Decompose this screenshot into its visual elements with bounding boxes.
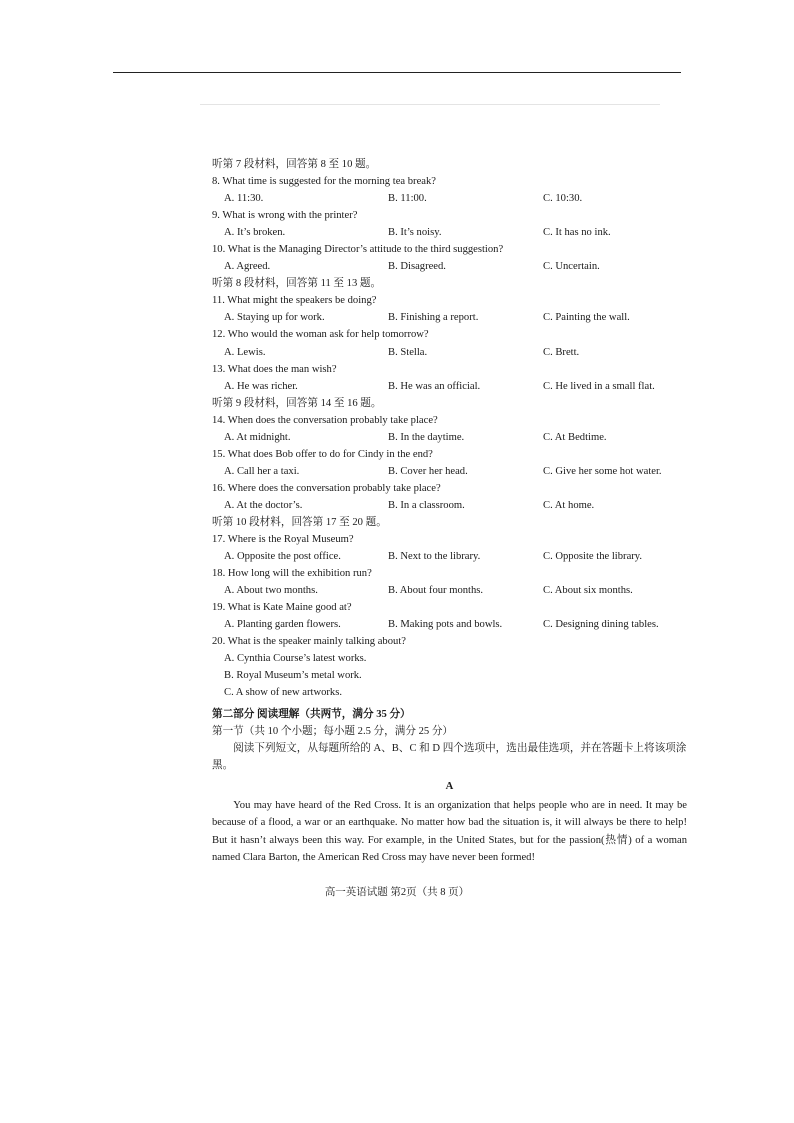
- option-b: B. Making pots and bowls.: [388, 619, 503, 631]
- option-c: C. 10:30.: [543, 193, 583, 205]
- option-b: B. Cover her head.: [388, 465, 468, 477]
- option-a: A. Call her a taxi.: [224, 465, 300, 477]
- option-c: C. It has no ink.: [543, 227, 611, 239]
- question-12: 12. Who would the woman ask for help tomorrow?: [212, 329, 429, 341]
- option-b: B. Disagreed.: [388, 261, 446, 273]
- directions: 阅读下列短文，从每题所给的 A、B、C 和 D 四个选项中，选出最佳选项，并在答题卡上将该项涂黑。: [212, 742, 687, 771]
- option-c: C. About six months.: [543, 585, 633, 597]
- page-footer: 高一英语试题 第2页（共 8 页）: [324, 887, 470, 898]
- header-rule: [113, 72, 681, 73]
- option-c: C. Brett.: [543, 346, 580, 358]
- options-17: [212, 548, 687, 565]
- options-10: [212, 258, 687, 275]
- option-b: B. He was an official.: [388, 380, 481, 392]
- options-16: [212, 497, 687, 514]
- option-c: C. At Bedtime.: [543, 431, 607, 443]
- question-9: 9. What is wrong with the printer?: [212, 210, 358, 222]
- option-c: C. Uncertain.: [543, 261, 600, 273]
- options-11: [212, 309, 687, 326]
- passage-title: A: [445, 780, 454, 792]
- options-15: [212, 463, 687, 480]
- options-9: [212, 224, 687, 241]
- option-a: A. Lewis.: [224, 346, 266, 358]
- option-c: C. At home.: [543, 499, 595, 511]
- option-b: B. In the daytime.: [388, 431, 465, 443]
- group-instruction: 听第 7 段材料，回答第 8 至 10 题。: [212, 159, 377, 170]
- option-c: C. A show of new artworks.: [224, 687, 342, 699]
- option-b: B. Finishing a report.: [388, 312, 479, 324]
- part-heading: 第二部分 阅读理解（共两节，满分 35 分）: [212, 708, 411, 720]
- section-heading: 第一节（共 10 个小题；每小题 2.5 分，满分 25 分）: [212, 725, 454, 737]
- option-b: B. Royal Museum’s metal work.: [224, 670, 362, 682]
- option-a: A. About two months.: [224, 585, 318, 597]
- group-instruction: 听第 10 段材料，回答第 17 至 20 题。: [212, 516, 387, 528]
- option-c: C. Give her some hot water.: [543, 465, 662, 477]
- option-a: A. Planting garden flowers.: [224, 619, 341, 631]
- options-19: [212, 616, 687, 633]
- options-13: [212, 378, 687, 395]
- question-17: 17. Where is the Royal Museum?: [212, 534, 354, 546]
- options-18: [212, 582, 687, 599]
- option-a: A. Agreed.: [224, 261, 271, 273]
- options-12: [212, 344, 687, 361]
- option-a: A. Opposite the post office.: [224, 551, 341, 563]
- group-instruction: 听第 8 段材料，回答第 11 至 13 题。: [212, 278, 382, 290]
- exam-content: [212, 156, 687, 866]
- option-a: A. He was richer.: [224, 380, 298, 392]
- passage-text: You may have heard of the Red Cross. It is an organization that helps people who are in need. It may be because of a flood, a war or an earthquake. No matter how bad the situation is, it will always be there to help! But it hasn’t always been this way. For example, in the United States, but for the passion(热情) of a woman named Clara Barton, the American Red Cross may have never been formed!: [212, 799, 687, 863]
- option-b: B. Next to the library.: [388, 551, 481, 563]
- option-b: B. About four months.: [388, 585, 484, 597]
- option-a: A. At the doctor’s.: [224, 499, 303, 511]
- option-b: B. It’s noisy.: [388, 227, 442, 239]
- option-a: A. It’s broken.: [224, 227, 286, 239]
- options-14: [212, 429, 687, 446]
- scan-rule: [200, 104, 660, 105]
- question-18: 18. How long will the exhibition run?: [212, 568, 372, 580]
- question-14: 14. When does the conversation probably take place?: [212, 414, 438, 426]
- question-13: 13. What does the man wish?: [212, 363, 337, 375]
- question-20: 20. What is the speaker mainly talking about?: [212, 636, 406, 648]
- options-8: [212, 190, 687, 207]
- option-c: C. Designing dining tables.: [543, 619, 659, 631]
- option-a: A. Staying up for work.: [224, 312, 325, 324]
- option-a: A. At midnight.: [224, 431, 291, 443]
- option-a: A. Cynthia Course’s latest works.: [224, 653, 367, 665]
- question-16: 16. Where does the conversation probably take place?: [212, 482, 441, 494]
- option-c: C. Painting the wall.: [543, 312, 630, 324]
- question-8: 8. What time is suggested for the morning tea break?: [212, 176, 436, 188]
- option-a: A. 11:30.: [224, 193, 264, 205]
- question-10: 10. What is the Managing Director’s attitude to the third suggestion?: [212, 244, 504, 256]
- group-instruction: 听第 9 段材料，回答第 14 至 16 题。: [212, 397, 382, 409]
- option-b: B. Stella.: [388, 346, 428, 358]
- option-c: C. He lived in a small flat.: [543, 380, 655, 392]
- option-c: C. Opposite the library.: [543, 551, 643, 563]
- question-19: 19. What is Kate Maine good at?: [212, 602, 352, 614]
- option-b: B. 11:00.: [388, 193, 427, 205]
- option-b: B. In a classroom.: [388, 499, 465, 511]
- question-11: 11. What might the speakers be doing?: [212, 295, 377, 307]
- question-15: 15. What does Bob offer to do for Cindy in the end?: [212, 448, 433, 460]
